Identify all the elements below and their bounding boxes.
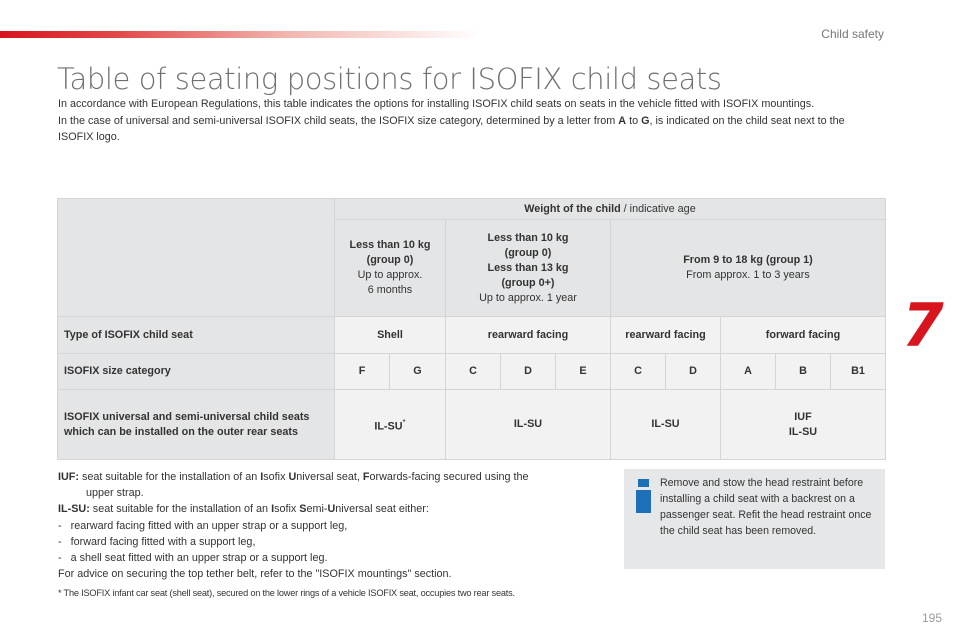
chapter-number: 7 — [902, 291, 944, 361]
seat-type-forward: forward facing — [721, 317, 885, 353]
footnote: * The ISOFIX infant car seat (shell seat), secured on the lower rings of a vehicle ISOFIX seat, occupies two rear seats. — [58, 588, 515, 598]
page-title: Table of seating positions for ISOFIX child seats — [57, 62, 722, 96]
info-text: Remove and stow the head restraint before installing a child seat with a backrest on a passenger seat. Refit the head restraint once the child seat has been removed. — [660, 477, 872, 537]
page-number: 195 — [921, 611, 942, 625]
note-ilsu: IL-SU: seat suitable for the installation of an Isofix Semi-Universal seat either: — [58, 503, 429, 516]
weight-group-0: Less than 10 kg (group 0) Up to approx. 6 months — [335, 220, 445, 316]
note-iuf-cont: upper strap. — [86, 487, 144, 500]
size-D: D — [501, 354, 555, 389]
intro-line-1: In accordance with European Regulations, this table indicates the options for installing ISOFIX child seats on seats in the vehicle fitted with ISOFIX mountings. — [58, 98, 815, 110]
intro-text — [58, 96, 880, 146]
intro-line-2: In the case of universal and semi-universal ISOFIX child seats, the ISOFIX size category, determined by a letter from A to G, is indicated on the child seat next to the ISOFIX logo. — [58, 114, 845, 144]
note-bullet: - a shell seat fitted with an upper strap or a support leg. — [58, 552, 328, 565]
weight-group-1: From 9 to 18 kg (group 1) From approx. 1 to 3 years — [611, 220, 885, 316]
note-advice: For advice on securing the top tether belt, refer to the "ISOFIX mountings" section. — [58, 568, 452, 581]
note-bullet: - rearward facing fitted with an upper strap or a support leg, — [58, 519, 348, 532]
size-B1: B1 — [831, 354, 885, 389]
universal-shell: IL-SU* — [335, 390, 445, 459]
row-label-universal: ISOFIX universal and semi-universal child seats which can be installed on the outer rear seats — [58, 390, 334, 459]
seat-type-shell: Shell — [335, 317, 445, 353]
note-bullet: - forward facing fitted with a support leg, — [58, 535, 256, 548]
size-D-2: D — [666, 354, 720, 389]
universal-forward: IUF IL-SU — [721, 390, 885, 459]
universal-rearward-1: IL-SU — [446, 390, 610, 459]
universal-rearward-2: IL-SU — [611, 390, 720, 459]
row-label-size-category: ISOFIX size category — [58, 354, 334, 389]
size-A: A — [721, 354, 775, 389]
seat-type-rearward-2: rearward facing — [611, 317, 720, 353]
row-label-seat-type: Type of ISOFIX child seat — [58, 317, 334, 353]
info-icon — [634, 479, 654, 513]
seat-type-rearward-1: rearward facing — [446, 317, 610, 353]
size-E: E — [556, 354, 610, 389]
weight-group-0plus: Less than 10 kg (group 0) Less than 13 kg (group 0+) Up to approx. 1 year — [446, 220, 610, 316]
isofix-seating-table — [57, 198, 886, 460]
note-iuf: IUF: seat suitable for the installation of an Isofix Universal seat, Forwards-facing secured using the — [58, 471, 529, 483]
section-label: Child safety — [821, 27, 884, 41]
header-accent-bar — [0, 31, 480, 38]
size-C: C — [446, 354, 500, 389]
weight-header: Weight of the child / indicative age — [335, 199, 885, 219]
size-C-2: C — [611, 354, 665, 389]
size-F: F — [335, 354, 389, 389]
notes — [58, 469, 618, 582]
info-box — [624, 469, 885, 569]
size-B: B — [776, 354, 830, 389]
size-G: G — [390, 354, 445, 389]
table-corner-cell — [58, 199, 334, 316]
